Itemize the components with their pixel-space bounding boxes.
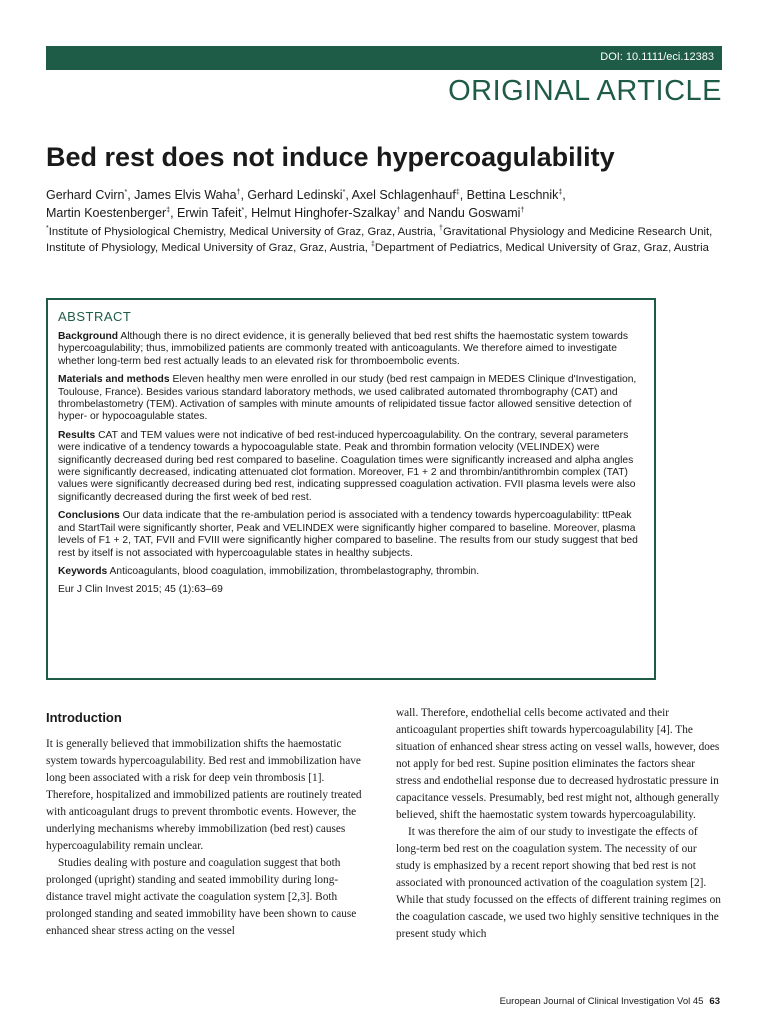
author-affiliation-mark: * bbox=[342, 188, 346, 196]
abstract-conclusions-label: Conclusions bbox=[58, 510, 120, 522]
abstract-keywords-text: Anticoagulants, blood coagulation, immobilization, thrombelastography, thrombin. bbox=[107, 565, 480, 577]
affiliation-text: Gravitational Physiology and Medicine Research Unit, Institute of Physiology, Medical University of Graz, Graz, Austria, bbox=[46, 226, 713, 254]
abstract-keywords bbox=[58, 566, 644, 578]
author-name: Gerhard Cvirn bbox=[46, 188, 125, 202]
author-affiliation-mark: † bbox=[396, 206, 401, 214]
doi-text[interactable]: DOI: 10.1111/eci.12383 bbox=[600, 51, 714, 63]
page-number: 63 bbox=[709, 996, 720, 1007]
body-paragraph: It is generally believed that immobilization shifts the haemostatic system towards hypercoagulability. Bed rest and immobilization have long been associated with a risk for deep vein thrombosis [1]. Therefore, hospitalized and immobilized patients are routinely treated with anticoagulant drugs to prevent thrombotic events. However, the underlying mechanisms whereby immobilization (bed rest) causes hypercoagulability remain unclear. bbox=[46, 738, 362, 852]
abstract-results-text: CAT and TEM values were not indicative of bed rest-induced hypercoagulability. On the contrary, several parameters were indicative of a tendency towards a hypocoagulable state. Peak and thrombin formation velocity (VELINDEX) were significantly decreased during bed rest compared to baseline. Coagulation times were significantly increased and alpha angles were significantly decreased, indicating attenuated clot formation. Moreover, F1 + 2 and thrombin/antithrombin complex (TAT) values were significantly decreased during bed rest, indicating suppressed coagulation activation. FVII plasma levels were also significantly decreased during the first week of bed rest. bbox=[58, 429, 636, 503]
body-column-right bbox=[396, 705, 722, 943]
author-name: , James Elvis Waha bbox=[127, 188, 237, 202]
abstract-methods-text: Eleven healthy men were enrolled in our study (bed rest campaign in MEDES Clinique d'Investigation, Toulouse, France). Besides various standard laboratory methods, we used calibrated automated thrombography (CAT) and thrombelastometry (TEM). Activation of samples with minute amounts of relipidated tissue factor allowed sensitive detection of hyper- or hypocoagulable states. bbox=[58, 374, 637, 423]
abstract-background bbox=[58, 331, 644, 368]
body-paragraph: It was therefore the aim of our study to investigate the effects of long-term bed rest on the coagulation system. The necessity of our study is emphasized by a recent report showing that bed rest is not associated with pronounced activation of the coagulation system [2]. While that study focussed on the effects of different training regimes on the coagulation cascade, we used two highly sensitive techniques in the present study which bbox=[396, 826, 721, 940]
abstract-results-label: Results bbox=[58, 429, 96, 441]
abstract-conclusions-text: Our data indicate that the re-ambulation period is associated with a tendency towards hypercoagulability: ttPeak and StartTail were significantly shorter, Peak and VELINDEX were significantly higher compared to baseline. Moreover, plasma levels of F1 + 2, TAT, FVII and FVIII were significantly higher compared to baseline. The results from our study suggest that bed rest by itself is not associated with hypercoagulable states in healthy subjects. bbox=[58, 510, 638, 559]
journal-name: European Journal of Clinical Investigation Vol 45 bbox=[499, 996, 704, 1007]
section-label: ORIGINAL ARTICLE bbox=[448, 75, 722, 107]
author-affiliation-mark: ‡ bbox=[455, 188, 460, 196]
affiliation-text: Department of Pediatrics, Medical University of Graz, Graz, Austria bbox=[374, 242, 709, 254]
author-affiliation-mark: ‡ bbox=[558, 188, 563, 196]
author-affiliation-mark: † bbox=[236, 188, 241, 196]
section-heading-introduction: Introduction bbox=[46, 710, 122, 725]
body-column-left bbox=[46, 709, 371, 940]
author-name: , Erwin Tafeit bbox=[170, 206, 242, 220]
affiliation-mark: † bbox=[439, 225, 443, 233]
abstract-methods bbox=[58, 374, 644, 424]
abstract-conclusions bbox=[58, 510, 644, 560]
author-name: , Bettina Leschnik bbox=[459, 188, 559, 202]
author-list bbox=[46, 186, 726, 222]
article-title: Bed rest does not induce hypercoagulability bbox=[46, 142, 615, 172]
body-paragraph: wall. Therefore, endothelial cells become activated and their anticoagulant properties shift towards hypercoagulability [4]. The situation of enhanced shear stress acting on vessel walls, however, does not apply for bed rest. Supine position eliminates the factors shear stress and endothelial response due to decreased hydrostatic pressure in capacitance vessels. Presumably, bed rest might not, although generally believed, shift the haemostatic system towards hypercoagulability. bbox=[396, 707, 720, 821]
abstract-methods-label: Materials and methods bbox=[58, 374, 170, 386]
author-name: and Nandu Goswami bbox=[400, 206, 521, 220]
header-bar bbox=[46, 46, 722, 70]
author-name: , Helmut Hinghofer-Szalkay bbox=[244, 206, 397, 220]
author-separator: , bbox=[562, 188, 566, 202]
author-affiliation-mark: † bbox=[520, 206, 525, 214]
page-footer bbox=[500, 996, 720, 1007]
body-paragraph: Studies dealing with posture and coagulation suggest that both prolonged (upright) standing and seated immobility during long-distance travel might activate the coagulation system [2,3]. Both prolonged standing and seated immobility have been shown to cause enhanced shear stress acting on the vessel bbox=[46, 857, 357, 937]
author-affiliation-mark: ‡ bbox=[166, 206, 171, 214]
abstract-results bbox=[58, 430, 644, 504]
affiliation-mark: * bbox=[46, 225, 49, 233]
author-name: , Gerhard Ledinski bbox=[240, 188, 343, 202]
author-name: Martin Koestenberger bbox=[46, 206, 167, 220]
abstract-heading: ABSTRACT bbox=[58, 309, 132, 324]
author-affiliation-mark: * bbox=[241, 206, 245, 214]
abstract-background-text: Although there is no direct evidence, it is generally believed that bed rest shifts the haemostatic system towards hypercoagulability; thus, immobilized patients are commonly treated with anticoagulants. We therefore aimed to investigate whether long-term bed rest actually leads to an elevated risk for thromboembolic events. bbox=[58, 331, 629, 367]
affiliation-text: Institute of Physiological Chemistry, Medical University of Graz, Graz, Austria, bbox=[48, 226, 440, 238]
abstract-background-label: Background bbox=[58, 331, 119, 342]
author-affiliation-mark: * bbox=[124, 188, 128, 196]
author-name: , Axel Schlagenhauf bbox=[345, 188, 456, 202]
affiliations bbox=[46, 224, 726, 256]
citation: Eur J Clin Invest 2015; 45 (1):63–69 bbox=[58, 584, 223, 596]
abstract-box bbox=[46, 298, 656, 680]
affiliation-mark: ‡ bbox=[371, 241, 375, 249]
abstract-keywords-label: Keywords bbox=[58, 565, 108, 577]
